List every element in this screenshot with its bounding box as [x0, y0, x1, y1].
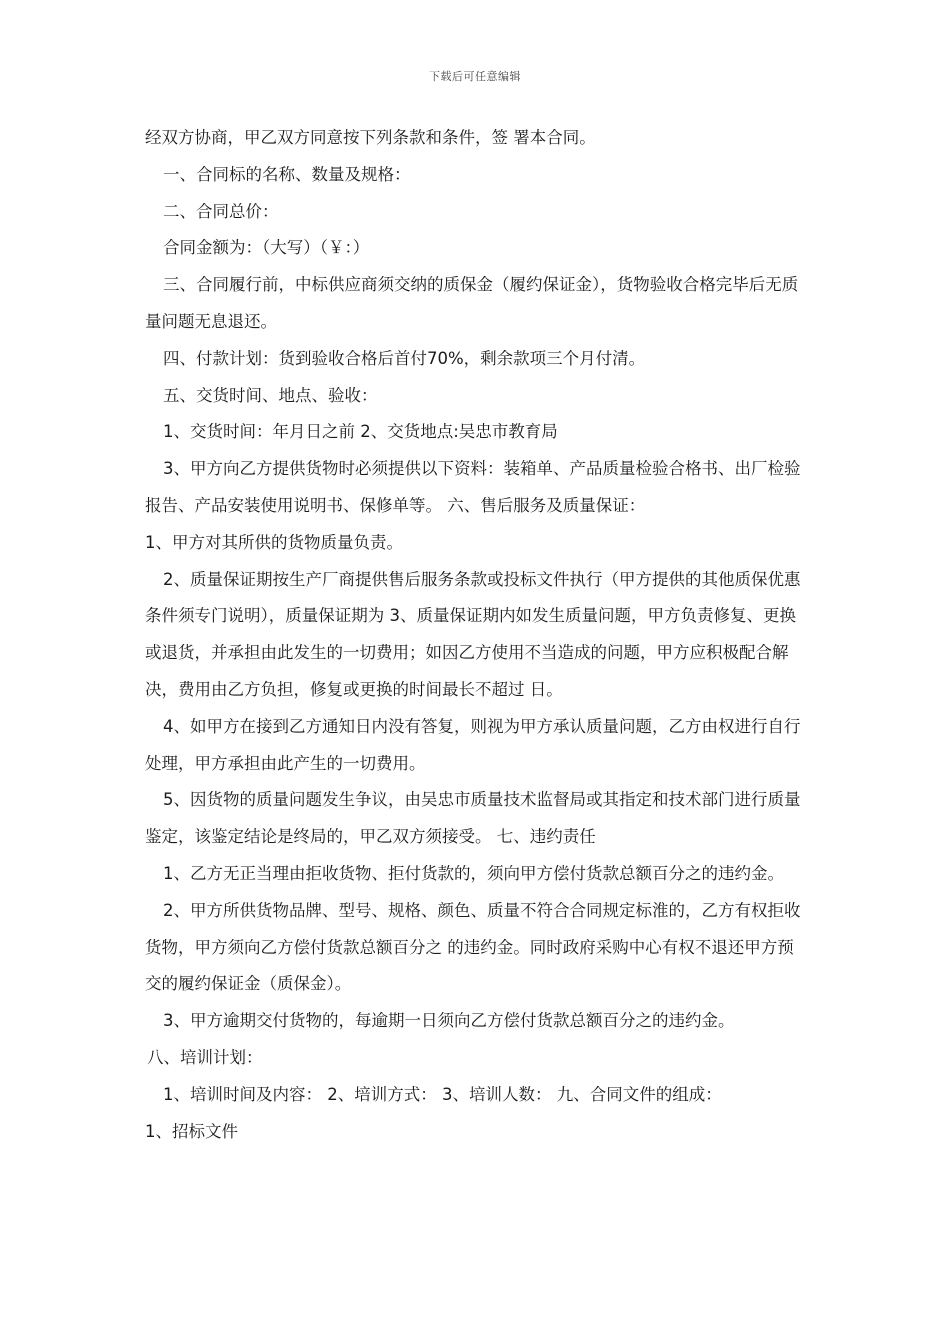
paragraph-quality-responsibility: 1、甲方对其所供的货物质量负责。: [145, 532, 403, 552]
paragraph-section-5: 五、交货时间、地点、验收：: [163, 385, 378, 405]
contract-body: [145, 120, 810, 1150]
paragraph-tender-documents: 1、招标文件: [145, 1121, 238, 1141]
paragraph-section-1: 一、合同标的名称、数量及规格：: [163, 164, 411, 184]
paragraph-breach-3: 3、甲方逾期交付货物的，每逾期一日须向乙方偿付货款总额百分之的违约金。: [163, 1011, 735, 1031]
paragraph-training: 1、培训时间及内容： 2、培训方式： 3、培训人数： 九、合同文件的组成：: [163, 1084, 722, 1104]
paragraph-section-2: 二、合同总价：: [163, 201, 279, 221]
paragraph-section-8: 八、培训计划：: [147, 1047, 263, 1067]
paragraph-intro: 经双方协商，甲乙双方同意按下列条款和条件，签 署本合同。: [145, 128, 596, 147]
paragraph-section-3: 三、合同履行前，中标供应商须交纳的质保金（履约保证金），货物验收合格完毕后无质量问题无息退还。: [145, 275, 799, 331]
paragraph-warranty-period: 2、质量保证期按生产厂商提供售后服务条款或投标文件执行（甲方提供的其他质保优惠条件须专门说明），质量保证期为 3、质量保证期内如发生质量问题，甲方负责修复、更换或退货，并承担由此发生的一切费用；如因乙方使用不当造成的问题，甲方应积极配合解决，费用由乙方负担，修复或更换的时间最长不超过 日。: [145, 569, 801, 699]
paragraph-delivery-time-place: 1、交货时间：年月日之前 2、交货地点:吴忠市教育局: [163, 422, 558, 442]
paragraph-breach-2: 2、甲方所供货物品牌、型号、规格、颜色、质量不符合合同规定标淮的，乙方有权拒收货物，甲方须向乙方偿付货款总额百分之 的违约金。同时政府采购中心有权不退还甲方预交的履约保证金（质保金）。: [145, 900, 801, 994]
paragraph-no-reply: 4、如甲方在接到乙方通知日内没有答复，则视为甲方承认质量问题，乙方由权进行自行处理，甲方承担由此产生的一切费用。: [145, 716, 801, 773]
paragraph-breach-1: 1、乙方无正当理由拒收货物、拒付货款的，须向甲方偿付货款总额百分之的违约金。: [163, 863, 784, 883]
paragraph-contract-amount: 合同金额为：（大写）（￥：）: [163, 238, 370, 258]
paragraph-section-4: 四、付款计划：货到验收合格后首付70%，剩余款项三个月付清。: [163, 348, 646, 368]
paragraph-delivery-documents: 3、甲方向乙方提供货物时必须提供以下资料：装箱单、产品质量检验合格书、出厂检验报告、产品安装使用说明书、保修单等。 六、售后服务及质量保证：: [145, 459, 801, 515]
page-header-note: 下载后可任意编辑: [429, 70, 521, 83]
paragraph-quality-dispute: 5、因货物的质量问题发生争议，由吴忠市质量技术监督局或其指定和技术部门进行质量鉴定，该鉴定结论是终局的，甲乙双方须接受。 七、违约责任: [145, 790, 801, 847]
